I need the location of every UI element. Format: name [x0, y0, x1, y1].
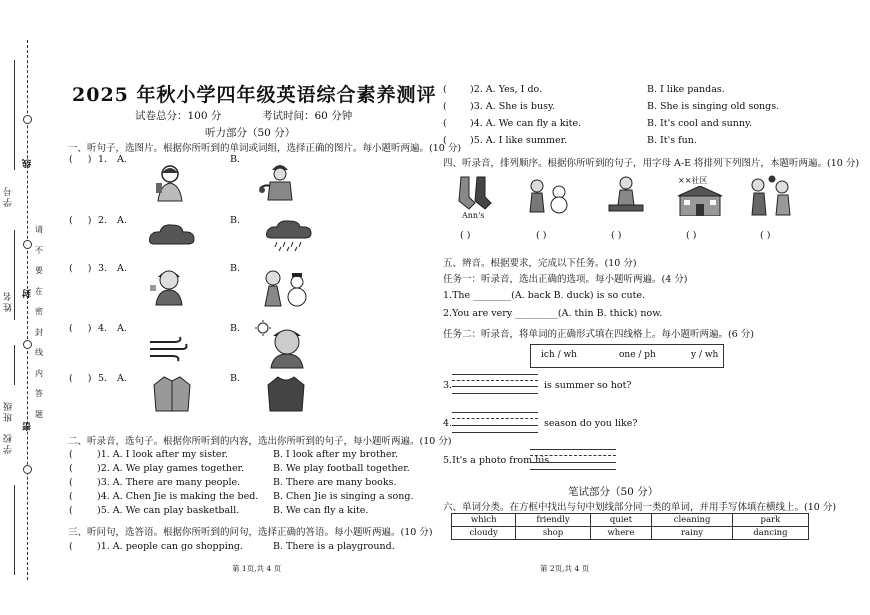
student-illustration-icon — [150, 163, 190, 203]
section-5-heading: 五、辨音。根据要求，完成以下任务。(10 分) — [443, 258, 637, 269]
wind-icon — [148, 336, 188, 362]
answer-paren[interactable]: ( — [69, 505, 73, 516]
fireman-illustration-icon — [258, 160, 298, 202]
binding-hole — [23, 465, 32, 474]
option-a: )5. A. We can play basketball. — [97, 505, 240, 516]
word-bank-row — [452, 514, 809, 527]
word-cell: shop — [516, 527, 590, 540]
answer-paren[interactable]: ( ) — [69, 373, 92, 384]
socks-caption: Ann's — [462, 211, 485, 220]
kids-playing-ball-icon — [748, 175, 796, 217]
answer-paren[interactable]: ( — [69, 541, 73, 552]
exam-time: 考试时间：60 分钟 — [262, 110, 353, 122]
answer-paren[interactable]: ( — [443, 118, 465, 129]
option-b: B. There are many books. — [273, 477, 397, 488]
option-b: B. It's fun. — [647, 135, 697, 146]
sweater-icon — [266, 375, 306, 413]
answer-paren[interactable]: ( ) — [69, 154, 92, 165]
sick-boy-icon — [148, 265, 190, 307]
option-b: B. I like pandas. — [647, 84, 725, 95]
answer-paren[interactable]: ( — [443, 135, 465, 146]
order-blank[interactable]: ( ) — [611, 230, 622, 241]
school-label: 学校 — [4, 432, 14, 454]
word-cell: park — [732, 514, 808, 527]
socks-icon — [455, 175, 495, 211]
community-label: ××社区 — [678, 176, 708, 185]
word-cell: which — [452, 514, 516, 527]
answer-paren[interactable]: ( — [69, 491, 73, 502]
seal-char-seal: 封 — [23, 287, 33, 298]
answer-paren[interactable]: ( ) — [69, 323, 92, 334]
hot-boy-icon — [255, 320, 311, 370]
option-a: )1. A. I look after my sister. — [97, 449, 229, 460]
fill-3-text: is summer so hot? — [544, 380, 632, 391]
section-2-heading: 二、听录音，选句子。根据你所听到的内容，选出你所听到的句子，每小题听两遍。(10 分) — [68, 436, 452, 447]
binding-hole — [23, 340, 32, 349]
word-cell: quiet — [590, 514, 652, 527]
word-cell: cloudy — [452, 527, 516, 540]
seal-char-secret: 密 — [23, 420, 33, 431]
student-id-line[interactable] — [14, 60, 15, 170]
option-a-label: A. — [117, 263, 127, 274]
option-b-label: B. — [230, 373, 241, 384]
option-b-label: B. — [230, 215, 241, 226]
written-part-title: 笔试部分（50 分） — [568, 486, 659, 498]
binding-hole — [23, 240, 32, 249]
binding-hole — [23, 115, 32, 124]
fill-4-number: 4. — [443, 418, 453, 429]
kids-snowman-icon — [527, 178, 573, 214]
item-number: 3. — [98, 263, 108, 274]
cooking-icon — [605, 175, 647, 215]
option-b-label: B. — [230, 263, 241, 274]
option-a: )1. A. people can go shopping. — [97, 541, 243, 552]
jacket-icon — [152, 375, 192, 413]
order-blank[interactable]: ( ) — [536, 230, 547, 241]
girl-snowman-icon — [263, 268, 311, 308]
option-b: B. There is a playground. — [273, 541, 395, 552]
word-bank-table — [451, 513, 809, 540]
listening-part-title: 听力部分（50 分） — [205, 127, 296, 139]
cloud-icon — [148, 222, 196, 248]
fill-5-text: 5.It's a photo from his — [443, 455, 550, 466]
section-4-heading: 四、听录音，排列顺序。根据你所听到的句子，用字母 A-E 将排列下列图片，本题听两遍。(10 分) — [443, 158, 860, 169]
option-b: B. We play football together. — [273, 463, 410, 474]
school-line[interactable] — [14, 485, 15, 575]
binding-notice: 请 不 要 在 密 封 线 内 答 题 — [35, 225, 43, 419]
answer-paren[interactable]: ( — [69, 449, 73, 460]
option-ich-wh: ich / wh — [541, 350, 577, 360]
class-label: 班级 — [4, 400, 14, 422]
option-b: B. Chen Jie is singing a song. — [273, 491, 414, 502]
task-1-instruction: 任务一：听录音，选出正确的选项。每小题听两遍。(4 分) — [443, 274, 688, 285]
option-a-label: A. — [117, 373, 127, 384]
binding-margin — [0, 0, 60, 615]
word-cell: cleaning — [652, 514, 733, 527]
option-a: )5. A. I like summer. — [470, 135, 568, 146]
option-a-label: A. — [117, 215, 127, 226]
section-3-heading: 三、听问句，选答语。根据你所听到的问句，选择正确的答语。每小题听两遍。(10 分) — [68, 527, 433, 538]
option-a: )4. A. Chen Jie is making the bed. — [97, 491, 259, 502]
section-1-heading: 一、听句子，选图片。根据你所听到的单词或词组，选择正确的图片。每小题听两遍。(10 分) — [68, 143, 462, 154]
word-cell: friendly — [516, 514, 590, 527]
seal-char-line: 线 — [23, 157, 33, 168]
word-cell: dancing — [732, 527, 808, 540]
option-one-ph: one / ph — [619, 350, 656, 360]
task-1-question-2[interactable]: 2.You are very _________(A. thin B. thick) now. — [443, 308, 663, 319]
task-1-question-1[interactable]: 1.The ________(A. back B. duck) is so cute. — [443, 290, 646, 301]
option-b: B. She is singing old songs. — [647, 101, 780, 112]
community-building-icon — [676, 186, 724, 216]
fill-4-text: season do you like? — [544, 418, 638, 429]
option-a-label: A. — [117, 154, 127, 165]
page-footer-left: 第 1页,共 4 页 — [232, 564, 282, 573]
answer-paren[interactable]: ( — [69, 477, 73, 488]
page-title: 2025 年秋小学四年级英语综合素养测评 — [72, 84, 437, 106]
option-a: )3. A. She is busy. — [470, 101, 556, 112]
order-blank[interactable]: ( ) — [760, 230, 771, 241]
option-a: )2. A. Yes, I do. — [470, 84, 543, 95]
answer-paren[interactable]: ( — [443, 101, 465, 112]
options-box — [530, 344, 724, 368]
word-cell: rainy — [652, 527, 733, 540]
option-b-label: B. — [230, 323, 241, 334]
option-a: )4. A. We can fly a kite. — [470, 118, 582, 129]
option-b: B. It's cool and sunny. — [647, 118, 753, 129]
order-blank[interactable]: ( ) — [460, 230, 471, 241]
item-number: 2. — [98, 215, 108, 226]
order-blank[interactable]: ( ) — [686, 230, 697, 241]
class-line[interactable] — [14, 345, 15, 385]
answer-paren[interactable]: ( — [443, 84, 465, 95]
answer-paren[interactable]: ( ) — [69, 263, 92, 274]
option-a: )3. A. There are many people. — [97, 477, 241, 488]
fill-3-number: 3. — [443, 380, 453, 391]
word-bank-row — [452, 527, 809, 540]
option-a: )2. A. We play games together. — [97, 463, 245, 474]
answer-paren[interactable]: ( ) — [69, 215, 92, 226]
option-y-wh: y / wh — [691, 350, 719, 360]
item-number: 4. — [98, 323, 108, 334]
item-number: 1. — [98, 154, 108, 165]
score-total: 试卷总分：100 分 — [135, 110, 222, 122]
option-b: B. We can fly a kite. — [273, 505, 369, 516]
option-b: B. I look after my brother. — [273, 449, 399, 460]
item-number: 5. — [98, 373, 108, 384]
answer-paren[interactable]: ( — [69, 463, 73, 474]
task-2-instruction: 任务二：听录音，将单词的正确形式填在四线格上。每小题听两遍。(6 分) — [443, 329, 754, 340]
word-cell: where — [590, 527, 652, 540]
page-footer-right: 第 2页,共 4 页 — [540, 564, 590, 573]
option-b-label: B. — [230, 154, 241, 165]
section-6-heading: 六、单词分类。在方框中找出与句中划线部分同一类的单词，并用手写体填在横线上。(10 分) — [443, 502, 837, 513]
rain-cloud-icon — [265, 220, 313, 252]
student-id-label: 学号 — [4, 185, 14, 207]
option-a-label: A. — [117, 323, 127, 334]
name-label: 姓名 — [4, 290, 14, 312]
